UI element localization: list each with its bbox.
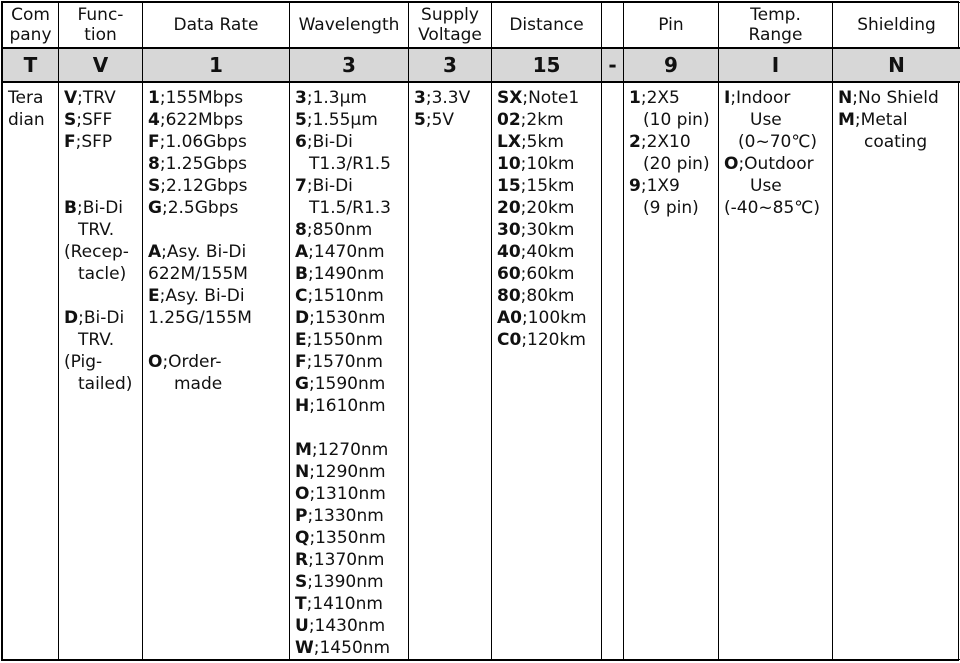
wavelength-option: R;1370nm — [295, 549, 408, 571]
wavelength-option: O;1310nm — [295, 483, 408, 505]
wavelength-option: S;1390nm — [295, 571, 408, 593]
temp-option: O;Outdoor — [724, 153, 832, 175]
data-rate-option: 8;1.25Gbps — [148, 153, 289, 175]
code-wavelength: 3 — [290, 48, 409, 82]
distance-option: 10;10km — [497, 153, 601, 175]
code-temp-range: I — [719, 48, 833, 82]
data-rate-option: 4;622Mbps — [148, 109, 289, 131]
data-rate-option: 1;155Mbps — [148, 87, 289, 109]
function-option-detail: tailed) — [64, 373, 142, 395]
part-number-table — [1, 1, 959, 661]
pin-option: 1;2X5 — [629, 87, 718, 109]
header-row — [3, 3, 960, 49]
wavelength-option: Q;1350nm — [295, 527, 408, 549]
wavelength-option: H;1610nm — [295, 395, 408, 417]
wavelength-option: 8;850nm — [295, 219, 408, 241]
data-rate-option: F;1.06Gbps — [148, 131, 289, 153]
distance-cell — [492, 82, 602, 660]
data-rate-cell — [143, 82, 290, 660]
header-blank — [602, 3, 624, 49]
function-option: S;SFF — [64, 109, 142, 131]
distance-option: 30;30km — [497, 219, 601, 241]
function-option: B;Bi-Di — [64, 197, 142, 219]
data-rate-option-detail: 622M/155M — [148, 263, 289, 285]
wavelength-option: P;1330nm — [295, 505, 408, 527]
wavelength-option: 3;1.3µm — [295, 87, 408, 109]
header-supply-voltage: Supply Voltage — [409, 3, 492, 49]
code-pin: 9 — [624, 48, 719, 82]
wavelength-option: A;1470nm — [295, 241, 408, 263]
wavelength-option: F;1570nm — [295, 351, 408, 373]
function-option: D;Bi-Di — [64, 307, 142, 329]
wavelength-option: U;1430nm — [295, 615, 408, 637]
wavelength-option: T;1410nm — [295, 593, 408, 615]
wavelength-option: B;1490nm — [295, 263, 408, 285]
data-rate-option: A;Asy. Bi-Di — [148, 241, 289, 263]
wavelength-option: G;1590nm — [295, 373, 408, 395]
function-option-detail: TRV. — [64, 329, 142, 351]
voltage-option: 5;5V — [414, 109, 491, 131]
distance-option: 15;15km — [497, 175, 601, 197]
function-option-detail: TRV. — [64, 219, 142, 241]
distance-option: C0;120km — [497, 329, 601, 351]
function-option: F;SFP — [64, 131, 142, 153]
code-distance: 15 — [492, 48, 602, 82]
shielding-option: N;No Shield — [838, 87, 960, 109]
header-shielding: Shielding — [833, 3, 960, 49]
wavelength-option: N;1290nm — [295, 461, 408, 483]
distance-option: 20;20km — [497, 197, 601, 219]
wavelength-option: W;1450nm — [295, 637, 408, 659]
temp-option-detail: (0~70℃) — [724, 131, 832, 153]
company-line: Tera — [8, 87, 58, 109]
code-data-rate: 1 — [143, 48, 290, 82]
header-wavelength: Wavelength — [290, 3, 409, 49]
wavelength-cell — [290, 82, 409, 660]
shielding-option-detail: coating — [838, 131, 960, 153]
code-company: T — [3, 48, 59, 82]
data-rate-option: S;2.12Gbps — [148, 175, 289, 197]
function-option-detail: (Recep- — [64, 241, 142, 263]
distance-option: 02;2km — [497, 109, 601, 131]
pin-option-detail: (9 pin) — [629, 197, 718, 219]
wavelength-option: D;1530nm — [295, 307, 408, 329]
shielding-cell — [833, 82, 960, 660]
code-row — [3, 48, 960, 82]
temp-option: I;Indoor — [724, 87, 832, 109]
pin-cell — [624, 82, 719, 660]
shielding-option: M;Metal — [838, 109, 960, 131]
voltage-option: 3;3.3V — [414, 87, 491, 109]
wavelength-option: M;1270nm — [295, 439, 408, 461]
data-rate-option-detail: made — [148, 373, 289, 395]
header-company: Com pany — [3, 3, 59, 49]
temp-option-detail: Use — [724, 175, 832, 197]
header-data-rate: Data Rate — [143, 3, 290, 49]
data-rate-option-detail: 1.25G/155M — [148, 307, 289, 329]
distance-option: SX;Note1 — [497, 87, 601, 109]
wavelength-option: 7;Bi-Di — [295, 175, 408, 197]
code-function: V — [59, 48, 143, 82]
function-option-detail: (Pig- — [64, 351, 142, 373]
dash-cell — [602, 82, 624, 660]
function-option-detail: tacle) — [64, 263, 142, 285]
pin-option-detail: (20 pin) — [629, 153, 718, 175]
temp-option-detail: Use — [724, 109, 832, 131]
pin-option: 9;1X9 — [629, 175, 718, 197]
function-cell — [59, 82, 143, 660]
code-supply-voltage: 3 — [409, 48, 492, 82]
wavelength-option: E;1550nm — [295, 329, 408, 351]
distance-option: 80;80km — [497, 285, 601, 307]
wavelength-option-detail: T1.3/R1.5 — [295, 153, 408, 175]
company-line: dian — [8, 109, 58, 131]
function-option: V;TRV — [64, 87, 142, 109]
distance-option: 40;40km — [497, 241, 601, 263]
supply-voltage-cell — [409, 82, 492, 660]
wavelength-option: 5;1.55µm — [295, 109, 408, 131]
header-function: Func- tion — [59, 3, 143, 49]
options-row — [3, 82, 960, 660]
code-dash: - — [602, 48, 624, 82]
wavelength-option: 6;Bi-Di — [295, 131, 408, 153]
distance-option: LX;5km — [497, 131, 601, 153]
header-temp-range: Temp. Range — [719, 3, 833, 49]
code-shielding: N — [833, 48, 960, 82]
data-rate-option: G;2.5Gbps — [148, 197, 289, 219]
pin-option: 2;2X10 — [629, 131, 718, 153]
company-cell — [3, 82, 59, 660]
data-rate-option: E;Asy. Bi-Di — [148, 285, 289, 307]
pin-option-detail: (10 pin) — [629, 109, 718, 131]
header-distance: Distance — [492, 3, 602, 49]
wavelength-option-detail: T1.5/R1.3 — [295, 197, 408, 219]
header-pin: Pin — [624, 3, 719, 49]
distance-option: 60;60km — [497, 263, 601, 285]
wavelength-option: C;1510nm — [295, 285, 408, 307]
distance-option: A0;100km — [497, 307, 601, 329]
temp-range-cell — [719, 82, 833, 660]
data-rate-option: O;Order- — [148, 351, 289, 373]
temp-option-detail: (-40~85℃) — [724, 197, 832, 219]
